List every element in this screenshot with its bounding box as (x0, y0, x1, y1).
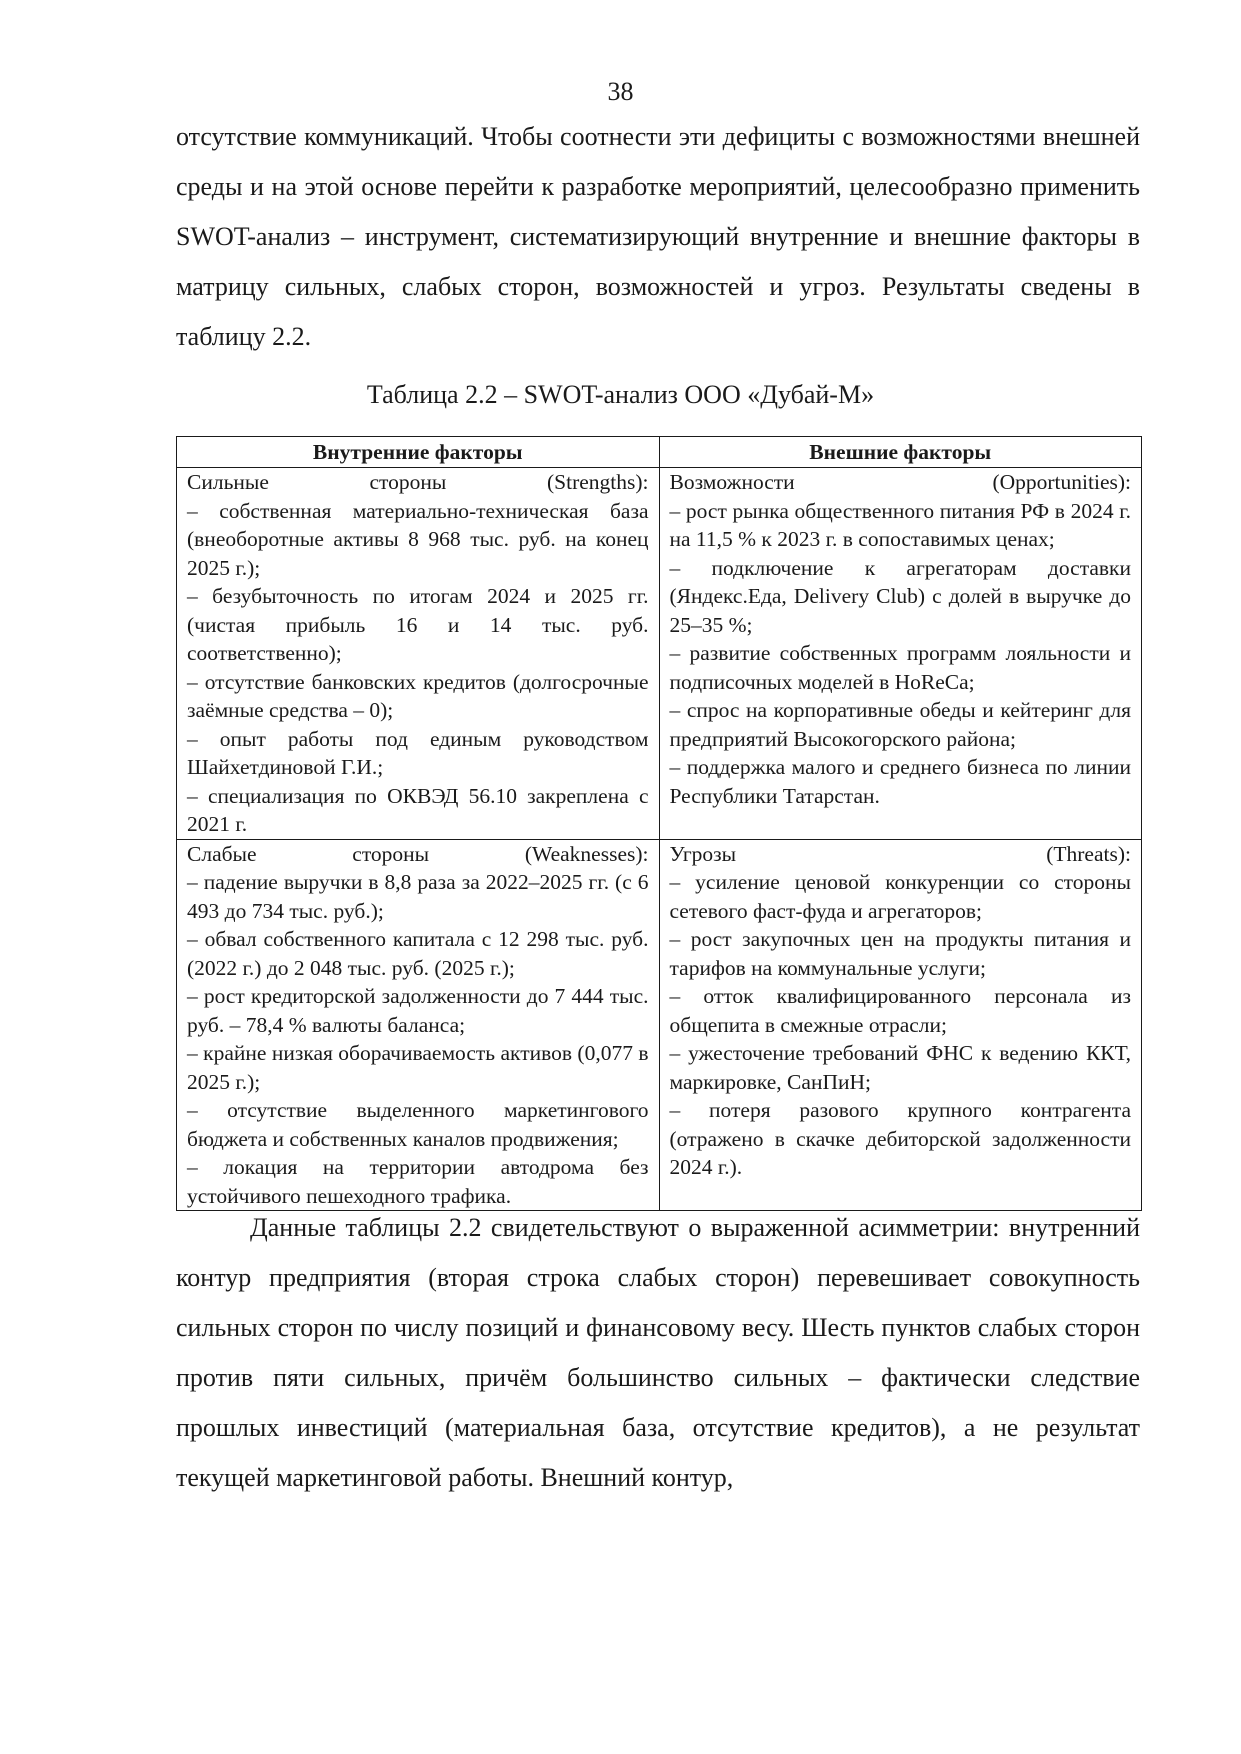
body-paragraph-intro: отсутствие коммуникаций. Чтобы соотнести эти дефициты с возможностями внешней среды и на этой основе перейти к разработке мероприятий, целесообразно применить SWOT-анализ – инструмент, систематизирующий внутренние и внешние факторы в матрицу сильных, слабых сторон, возможностей и угроз. Результаты сведены в таблицу 2.2. (176, 122, 1140, 351)
strengths-cell (177, 468, 660, 840)
strength-item: – специализация по ОКВЭД 56.10 закреплена с 2021 г. (187, 783, 649, 836)
opportunity-item: – подключение к агрегаторам доставки (Яндекс.Еда, Delivery Club) с долей в выручке до 25–35 %; (669, 555, 1131, 637)
opportunity-item: – развитие собственных программ лояльности и подписочных моделей в HoReCa; (669, 641, 1131, 694)
opportunities-cell (659, 468, 1142, 840)
table-header-row (177, 437, 1142, 468)
header-internal-factors: Внутренние факторы (177, 437, 660, 468)
weakness-item: – крайне низкая оборачиваемость активов (0,077 в 2025 г.); (187, 1041, 649, 1094)
header-external-factors: Внешние факторы (659, 437, 1142, 468)
threat-item: – усиление ценовой конкуренции со стороны сетевого фаст-фуда и агрегаторов; (669, 870, 1131, 923)
weakness-item: – падение выручки в 8,8 раза за 2022–2025 гг. (с 6 493 до 734 тыс. руб.); (187, 870, 649, 923)
body-paragraph-analysis: Данные таблицы 2.2 свидетельствуют о выраженной асимметрии: внутренний контур предприятия (вторая строка слабых сторон) перевешивает совокупность сильных сторон по числу позиций и финансовому весу. Шесть пунктов слабых сторон против пяти сильных, причём большинство сильных – фактически следствие прошлых инвестиций (материальная база, отсутствие кредитов), а не результат текущей маркетинговой работы. Внешний контур, (176, 1213, 1140, 1492)
opportunities-heading: Возможности (Opportunities): (669, 470, 1131, 494)
threat-item: – рост закупочных цен на продукты питания и тарифов на коммунальные услуги; (669, 927, 1131, 980)
threats-cell (659, 839, 1142, 1211)
threats-heading: Угрозы (Threats): (669, 841, 1131, 866)
opportunity-item: – спрос на корпоративные обеды и кейтеринг для предприятий Высокогорского района; (669, 698, 1131, 751)
strength-item: – безубыточность по итогам 2024 и 2025 гг. (чистая прибыль 16 и 14 тыс. руб. соответственно); (187, 584, 649, 665)
weaknesses-cell (177, 839, 660, 1211)
swot-table (176, 436, 1142, 1211)
weakness-item: – отсутствие выделенного маркетингового бюджета и собственных каналов продвижения; (187, 1098, 649, 1151)
page-number: 38 (607, 77, 634, 106)
table-caption: Таблица 2.2 – SWOT-анализ ООО «Дубай-М» (366, 380, 875, 409)
table-row (177, 468, 1142, 840)
table-row (177, 839, 1142, 1211)
threat-item: – отток квалифицированного персонала из общепита в смежные отрасли; (669, 984, 1131, 1037)
weakness-item: – обвал собственного капитала с 12 298 тыс. руб. (2022 г.) до 2 048 тыс. руб. (2025 г.); (187, 927, 649, 980)
threat-item: – ужесточение требований ФНС к ведению ККТ, маркировке, СанПиН; (669, 1041, 1131, 1094)
strength-item: – опыт работы под единым руководством Шайхетдиновой Г.И.; (187, 726, 649, 779)
weakness-item: – локация на территории автодрома без устойчивого пешеходного трафика. (187, 1155, 649, 1208)
opportunity-item: – поддержка малого и среднего бизнеса по линии Республики Татарстан. (669, 755, 1131, 808)
strength-item: – собственная материально-техническая база (внеоборотные активы 8 968 тыс. руб. на конец 2025 г.); (187, 498, 649, 580)
weaknesses-heading: Слабые стороны (Weaknesses): (187, 841, 649, 866)
threat-item: – потеря разового крупного контрагента (отражено в скачке дебиторской задолженности 2024 г.). (669, 1098, 1131, 1179)
opportunity-item: – рост рынка общественного питания РФ в 2024 г. на 11,5 % к 2023 г. в сопоставимых ценах; (669, 498, 1131, 551)
strength-item: – отсутствие банковских кредитов (долгосрочные заёмные средства – 0); (187, 669, 649, 722)
weakness-item: – рост кредиторской задолженности до 7 444 тыс. руб. – 78,4 % валюты баланса; (187, 984, 649, 1037)
strengths-heading: Сильные стороны (Strengths): (187, 470, 649, 494)
